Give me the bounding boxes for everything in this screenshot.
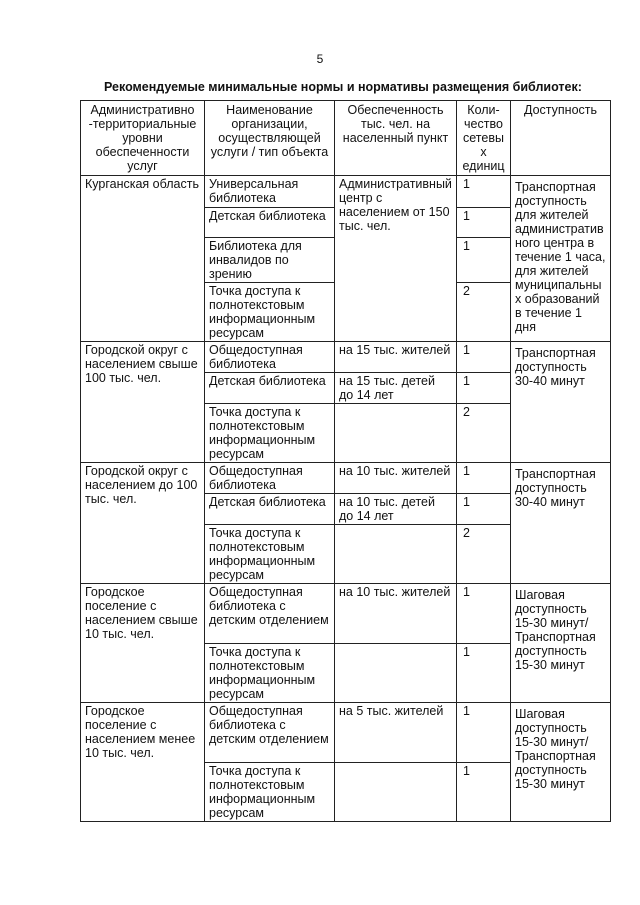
level-cell: Городской округ с населением свыше 100 тыс. чел. bbox=[81, 342, 205, 463]
table-row bbox=[81, 176, 611, 208]
organization-cell: Общедоступная библиотека bbox=[205, 342, 335, 373]
count-cell: 2 bbox=[457, 404, 511, 463]
page-number: 5 bbox=[316, 52, 324, 66]
access-cell: Шаговая доступность 15-30 минут/ Транспортная доступность 15-30 минут bbox=[511, 584, 611, 703]
organization-cell: Детская библиотека bbox=[205, 373, 335, 404]
organization-cell: Точка доступа к полнотекстовым информационным ресурсам bbox=[205, 283, 335, 342]
count-cell: 2 bbox=[457, 283, 511, 342]
organization-cell: Точка доступа к полнотекстовым информационным ресурсам bbox=[205, 404, 335, 463]
provision-cell bbox=[335, 763, 457, 822]
access-cell: Транспортная доступность для жителей административного центра в течение 1 часа, для жителей муниципальных образований в течение 1 дня bbox=[511, 176, 611, 342]
header-count: Коли-чество сетевых единиц bbox=[457, 101, 511, 176]
organization-cell: Детская библиотека bbox=[205, 494, 335, 525]
header-organization: Наименование организации, осуществляющей услуги / тип объекта bbox=[205, 101, 335, 176]
count-cell: 2 bbox=[457, 525, 511, 584]
table-row bbox=[81, 463, 611, 494]
organization-cell: Точка доступа к полнотекстовым информационным ресурсам bbox=[205, 644, 335, 703]
count-cell: 1 bbox=[457, 494, 511, 525]
provision-cell: на 10 тыс. жителей bbox=[335, 584, 457, 644]
provision-cell: на 10 тыс. жителей bbox=[335, 463, 457, 494]
provision-cell bbox=[335, 525, 457, 584]
level-cell: Городское поселение с населением менее 10 тыс. чел. bbox=[81, 703, 205, 822]
count-cell: 1 bbox=[457, 644, 511, 703]
header-level: Административно -территориальные уровни обеспеченности услуг bbox=[81, 101, 205, 176]
provision-cell: на 15 тыс. жителей bbox=[335, 342, 457, 373]
table-header-row bbox=[81, 101, 611, 176]
access-cell: Шаговая доступность 15-30 минут/ Транспортная доступность 15-30 минут bbox=[511, 703, 611, 822]
level-cell: Городское поселение с населением свыше 10 тыс. чел. bbox=[81, 584, 205, 703]
organization-cell: Детская библиотека bbox=[205, 208, 335, 238]
table-row bbox=[81, 342, 611, 373]
level-cell: Курганская область bbox=[81, 176, 205, 342]
header-access: Доступность bbox=[511, 101, 611, 176]
header-provision: Обеспеченность тыс. чел. на населенный пункт bbox=[335, 101, 457, 176]
provision-cell: на 15 тыс. детей до 14 лет bbox=[335, 373, 457, 404]
table-row bbox=[81, 703, 611, 763]
organization-cell: Общедоступная библиотека с детским отделением bbox=[205, 584, 335, 644]
provision-cell: на 10 тыс. детей до 14 лет bbox=[335, 494, 457, 525]
organization-cell: Точка доступа к полнотекстовым информационным ресурсам bbox=[205, 525, 335, 584]
access-cell: Транспортная доступность 30-40 минут bbox=[511, 463, 611, 584]
organization-cell: Библиотека для инвалидов по зрению bbox=[205, 238, 335, 283]
library-norms-table bbox=[80, 100, 611, 822]
count-cell: 1 bbox=[457, 208, 511, 238]
access-cell: Транспортная доступность 30-40 минут bbox=[511, 342, 611, 463]
provision-cell: на 5 тыс. жителей bbox=[335, 703, 457, 763]
count-cell: 1 bbox=[457, 342, 511, 373]
count-cell: 1 bbox=[457, 763, 511, 822]
organization-cell: Общедоступная библиотека bbox=[205, 463, 335, 494]
count-cell: 1 bbox=[457, 703, 511, 763]
count-cell: 1 bbox=[457, 176, 511, 208]
organization-cell: Точка доступа к полнотекстовым информационным ресурсам bbox=[205, 763, 335, 822]
count-cell: 1 bbox=[457, 373, 511, 404]
count-cell: 1 bbox=[457, 463, 511, 494]
provision-cell: Административный центр с населением от 150 тыс. чел. bbox=[335, 176, 457, 342]
organization-cell: Универсальная библиотека bbox=[205, 176, 335, 208]
provision-cell bbox=[335, 644, 457, 703]
table-row bbox=[81, 584, 611, 644]
organization-cell: Общедоступная библиотека с детским отделением bbox=[205, 703, 335, 763]
count-cell: 1 bbox=[457, 584, 511, 644]
level-cell: Городской округ с населением до 100 тыс. чел. bbox=[81, 463, 205, 584]
count-cell: 1 bbox=[457, 238, 511, 283]
document-title: Рекомендуемые минимальные нормы и нормативы размещения библиотек: bbox=[104, 80, 582, 94]
provision-cell bbox=[335, 404, 457, 463]
